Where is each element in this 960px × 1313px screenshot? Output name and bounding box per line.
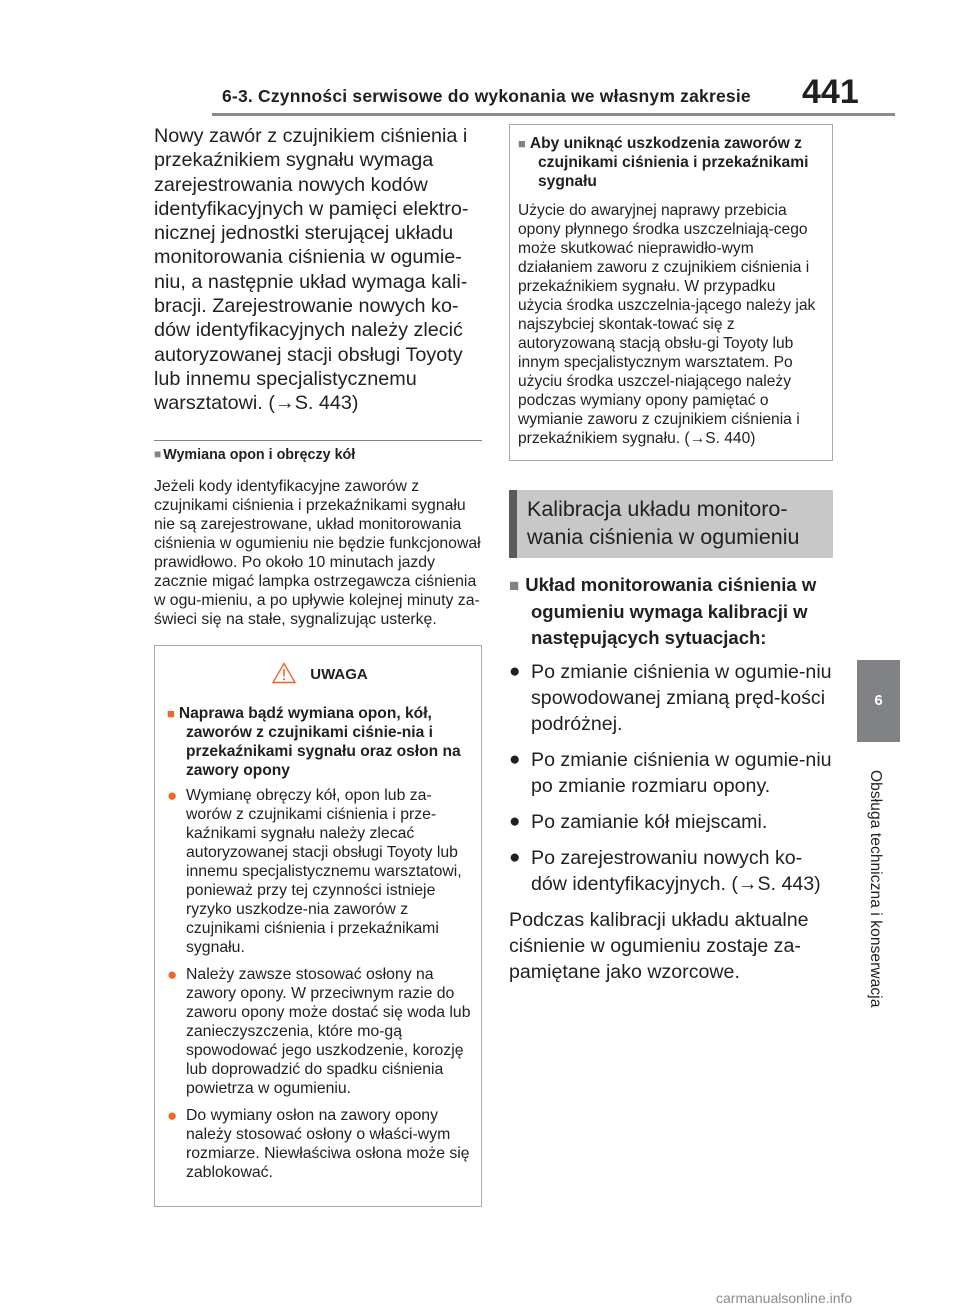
- square-bullet-icon: ■: [509, 576, 520, 596]
- chapter-tab-number: 6: [874, 692, 883, 709]
- section-banner-bar: [509, 490, 517, 558]
- info-box-text: Użycie do awaryjnej naprawy przebicia opony płynnego środka uszczelniają-cego może skutkować nieprawidło-wym działaniem zaworu z czujnikiem ciśnienia i przekaźnikiem sygnału. W przypadku użycia środka uszczelnia-jącego należy jak najszybciej skontak-tować się z autoryzowaną stacją obsłu-gi Toyoty lub innym specjalistycznym warsztatem. Po użyciu środka uszczel-niającego należy podczas wymiany opony pamiętać o wymianie zaworu z czujnikiem ciśnienia i przekaźnikiem sygnału. (→S. 440): [518, 202, 816, 448]
- bullet-dot-icon: ●: [509, 749, 521, 771]
- page-header: [0, 0, 960, 112]
- orange-bullet-icon: ●: [167, 1105, 178, 1125]
- section-banner: [509, 490, 833, 558]
- calibration-subheading: [509, 572, 833, 651]
- subsection-heading-text: Wymiana opon i obręczy kół: [163, 446, 356, 463]
- chapter-tab-label: Obsługa techniczna i konserwacja: [867, 770, 884, 1008]
- section-title: Kalibracja układu monitoro-wania ciśnienia w ogumieniu: [527, 497, 800, 550]
- warning-subtitle: [167, 704, 473, 780]
- orange-square-icon: ■: [167, 705, 175, 721]
- calibration-bullet-text: Po zmianie ciśnienia w ogumie-niu po zmianie rozmiaru opony.: [531, 749, 832, 798]
- calibration-bullet: [509, 809, 833, 835]
- calibration-bullet: [509, 747, 833, 799]
- intro-paragraph: Nowy zawór z czujnikiem ciśnienia i przekaźnikiem sygnału wymaga zarejestrowania nowych kodów identyfikacyjnych w pamięci elektro-nicznej jednostki sterującej układu monitorowania ciśnienia w ogumie-niu, a następnie układ wymaga kali-bracji. Zarejestrowanie nowych ko-dów identyfikacyjnych należy zlecić autoryzowanej stacji obsługi Toyoty lub innemu specjalistycznemu warsztatowi. (→S. 443): [154, 125, 469, 415]
- watermark: carmanualsonline.info: [716, 1290, 853, 1306]
- warning-bullet-text: Wymianę obręczy kół, opon lub za-worów z czujnikami ciśnienia i prze-kaźnikami sygnału należy zlecać autoryzowanej stacji obsługi Toyoty lub innemu specjalistycznemu warsztatowi, ponieważ przy tej czynności istnieje ryzyko uszkodze-nia zaworów z czujnikami ciśnienia i przekaźnikami sygnału.: [186, 786, 462, 956]
- calibration-subheading-text: Układ monitorowania ciśnienia w ogumieniu wymaga kalibracji w następujących sytuacjach:: [525, 574, 817, 649]
- bullet-dot-icon: ●: [509, 661, 521, 683]
- warning-heading: [167, 662, 473, 688]
- warning-subtitle-text: Naprawa bądź wymiana opon, kół, zaworów z czujnikami ciśnie-nia i przekaźnikami sygnału oraz osłon na zawory opony: [178, 704, 461, 779]
- orange-bullet-icon: ●: [167, 964, 178, 984]
- calibration-bullet: [509, 659, 833, 737]
- warning-bullet: [167, 786, 473, 957]
- subsection-divider: [154, 440, 482, 441]
- info-box-heading: [518, 135, 822, 191]
- warning-bullet-text: Należy zawsze stosować osłony na zawory opony. W przeciwnym razie do zaworu opony może dostać się woda lub zanieczyszczenia, które mo-gą spowodować jego uszkodzenie, korozję lub doprowadzić do spadku ciśnienia powietrza w ogumieniu.: [186, 965, 471, 1097]
- warning-box: [154, 645, 482, 1207]
- subsection-text: Jeżeli kody identyfikacyjne zaworów z czujnikami ciśnienia i przekaźnikami sygnału nie są zarejestrowane, układ monitorowania ciśnienia w ogumieniu nie będzie funkcjonował prawidłowo. Po około 10 minutach jazdy zacznie migać lampka ostrzegawcza ciśnienia w ogu-mieniu, a po upływie kolejnej minuty za-świeci się na stałe, sygnalizując usterkę.: [154, 477, 481, 628]
- subsection-heading: [154, 447, 482, 463]
- chapter-tab: [857, 660, 900, 742]
- warning-bullet: [167, 965, 473, 1098]
- right-column: [509, 124, 833, 985]
- bullet-dot-icon: ●: [509, 847, 521, 869]
- warning-bullet-text: Do wymiany osłon na zawory opony należy stosować osłony o właści-wym rozmiarze. Niewłaściwa osłona może się zablokować.: [186, 1106, 470, 1181]
- orange-bullet-icon: ●: [167, 785, 178, 805]
- left-column: [154, 124, 482, 1207]
- calibration-bullet: [509, 845, 833, 897]
- square-bullet-icon: ■: [518, 136, 526, 151]
- closing-paragraph: Podczas kalibracji układu aktualne ciśnienie w ogumieniu zostaje za-pamiętane jako wzorcowe.: [509, 909, 809, 984]
- header-divider: [212, 113, 895, 116]
- calibration-bullet-text: Po zarejestrowaniu nowych ko-dów identyfikacyjnych. (→S. 443): [531, 847, 821, 896]
- calibration-bullet-text: Po zmianie ciśnienia w ogumie-niu spowodowanej zmianą pręd-kości podróżnej.: [531, 661, 832, 736]
- square-bullet-icon: ■: [154, 446, 162, 461]
- warning-title: UWAGA: [310, 665, 368, 683]
- page-number: 441: [802, 73, 859, 111]
- bullet-dot-icon: ●: [509, 811, 521, 833]
- info-box-heading-text: Aby uniknąć uszkodzenia zaworów z czujnikami ciśnienia i przekaźnikami sygnału: [529, 135, 809, 190]
- warning-bullet: [167, 1106, 473, 1182]
- info-box: [509, 124, 833, 461]
- calibration-bullet-text: Po zamianie kół miejscami.: [531, 811, 768, 834]
- chapter-title: 6-3. Czynności serwisowe do wykonania we własnym zakresie: [222, 86, 751, 106]
- warning-triangle-icon: [272, 662, 296, 688]
